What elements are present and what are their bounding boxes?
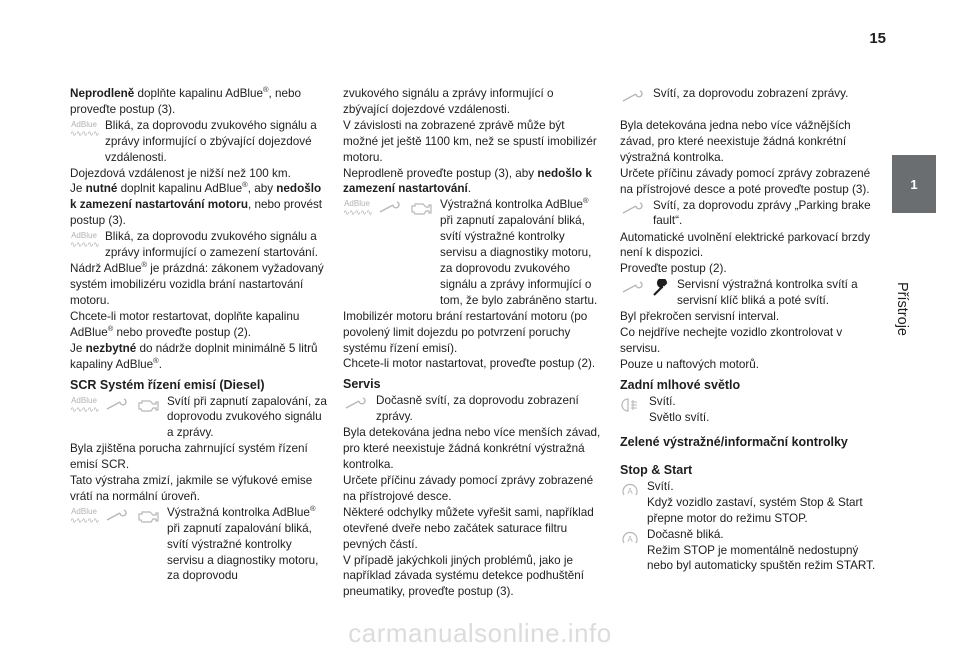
column-2 [343,86,601,600]
column-1 [70,86,328,584]
warning-text: Bliká, za doprovodu zvukového signálu a zprávy informující o zamezení startování. [105,230,319,260]
paragraph: Určete příčinu závady pomocí zprávy zobrazené na přístrojové desce a poté proveďte postup (3). [620,166,871,196]
paragraph: Dojezdová vzdálenost je nižší než 100 km. [70,166,291,180]
section-heading: SCR Systém řízení emisí (Diesel) [70,377,265,392]
warning-block [70,229,328,261]
paragraph: Neprodleně doplňte kapalinu AdBlue®, nebo proveďte postup (3). [70,85,301,116]
wrench-icon [620,200,646,216]
paragraph: V případě jakýchkoli jiných problémů, jako je například závada systému detekce podhuštění pneumatiky, proveďte postup (3). [343,553,585,599]
warning-text: Svítí. Světlo svítí. [649,394,710,424]
paragraph: Některé odchylky můžete vyřešit sami, například otevřené dveře nebo začátek saturace filtru pevných částí. [343,505,594,551]
service-key-icon [652,279,670,297]
wrench-icon [620,279,646,295]
stop-start-icon [620,529,640,547]
warning-text: Bliká, za doprovodu zvukového signálu a zprávy informující o zbývající dojezdové vzdálenosti. [105,118,317,164]
wrench-icon [620,88,646,104]
paragraph: Neprodleně proveďte postup (3), aby nedošlo k zamezení nastartování. [343,166,592,196]
indicator-block [620,479,878,527]
paragraph: Určete příčinu závady pomocí zprávy zobrazené na přístrojové desce. [343,474,594,503]
paragraph: Proveďte postup (2). [620,262,727,276]
wrench-icon [343,395,369,411]
paragraph: Byla detekována jedna nebo více menších závad, pro které neexistuje žádná konkrétní výstražná kontrolka. [343,426,601,472]
adblue-icon: AdBlue ∿∿∿∿∿ [343,199,372,218]
paragraph: V závislosti na zobrazené zprávě může být možné jet ještě 1100 km, než se spustí imobilizér motoru. [343,118,597,164]
wrench-icon [104,507,130,523]
chapter-tab[interactable]: 1 [892,155,936,213]
adblue-icon: AdBlue ∿∿∿∿∿ [70,119,99,138]
paragraph: Pouze u naftových motorů. [620,357,760,371]
warning-block [70,505,328,585]
paragraph: Je nezbytné do nádrže doplnit minimálně 5 litrů kapaliny AdBlue®. [70,341,318,371]
paragraph: Imobilizér motoru brání restartování motoru (po povolený limit dojezdu po potvrzení poruchy systému řízení emisí). [343,309,588,355]
warning-text: Výstražná kontrolka AdBlue® při zapnutí zapalování bliká, svítí výstražné kontrolky servisu a diagnostiky motoru, za doprovodu zvukového signálu a zprávy informující o tom, že bylo zabráněno startu. [440,196,598,307]
section-heading: Zadní mlhové světlo [620,377,741,392]
stop-start-icon [620,481,640,499]
warning-text: Svítí při zapnutí zapalování, za doprovodu zvukového signálu a zprávy. [167,394,327,440]
paragraph: Chcete-li motor nastartovat, proveďte postup (2). [343,357,596,371]
warning-block [70,118,328,166]
paragraph: Byla zjištěna porucha zahrnující systém řízení emisí SCR. [70,442,308,472]
paragraph: Je nutné doplnit kapalinu AdBlue®, aby nedošlo k zamezení nastartování motoru, nebo provést postup (3). [70,180,323,228]
section-heading: Stop & Start [620,462,693,477]
engine-icon [136,507,160,525]
indicator-block [620,527,878,575]
warning-block [620,394,878,426]
paragraph: Nádrž AdBlue® je prázdná: zákonem vyžadovaný systém imobilizéru vozidla brání nastartování motoru. [70,260,324,307]
indicator-text: Dočasně bliká. Režim STOP je momentálně nedostupný nebo byl automaticky spuštěn režim START. [647,527,876,573]
paragraph: zvukového signálu a zprávy informující o zbývající dojezdové vzdálenosti. [343,87,554,116]
warning-block [343,197,601,308]
paragraph: Byla detekována jedna nebo více vážnějších závad, pro které neexistuje žádná konkrétní výstražná kontrolka. [620,119,851,164]
warning-text: Dočasně svítí, za doprovodu zobrazení zprávy. [376,394,579,424]
svg-text:A: A [627,486,633,496]
section-heading: Servis [343,377,381,392]
warning-block [620,86,878,118]
warning-block [70,394,328,442]
rear-fog-light-icon [620,396,642,414]
paragraph: Chcete-li motor restartovat, doplňte kapalinu AdBlue® nebo proveďte postup (2). [70,309,300,339]
wrench-icon [104,396,130,412]
column-3 [620,86,878,574]
page-number: 15 [869,30,886,47]
warning-text: Svítí, za doprovodu zprávy „Parking brake fault“. [653,198,871,228]
warning-text: Servisní výstražná kontrolka svítí a servisní klíč bliká a poté svítí. [677,278,858,308]
paragraph: Byl překročen servisní interval. [620,310,780,324]
engine-icon [136,396,160,414]
wrench-icon [377,199,403,215]
paragraph: Tato výstraha zmizí, jakmile se výfukové emise vrátí na normální úroveň. [70,474,313,503]
section-heading: Zelené výstražné/informační kontrolky [620,434,848,449]
warning-text: Výstražná kontrolka AdBlue® při zapnutí zapalování bliká, svítí výstražné kontrolky servisu a diagnostiky motoru, za doprovodu [167,503,319,583]
svg-text:A: A [627,534,633,544]
adblue-icon: AdBlue ∿∿∿∿∿ [70,506,99,525]
watermark: carmanualsonline.info [348,618,612,648]
paragraph: Co nejdříve nechejte vozidlo zkontrolovat v servisu. [620,326,843,356]
warning-block [343,393,601,425]
adblue-icon: AdBlue ∿∿∿∿∿ [70,395,99,414]
warning-block [620,198,878,230]
paragraph: Automatické uvolnění elektrické parkovací brzdy není k dispozici. [620,230,871,260]
chapter-title: Přístroje [894,282,910,336]
indicator-text: Svítí. Když vozidlo zastaví, systém Stop & Start přepne motor do režimu STOP. [647,479,863,525]
warning-block [620,277,878,309]
adblue-icon: AdBlue ∿∿∿∿∿ [70,231,99,250]
engine-icon [409,199,433,217]
warning-text: Svítí, za doprovodu zobrazení zprávy. [653,87,849,100]
